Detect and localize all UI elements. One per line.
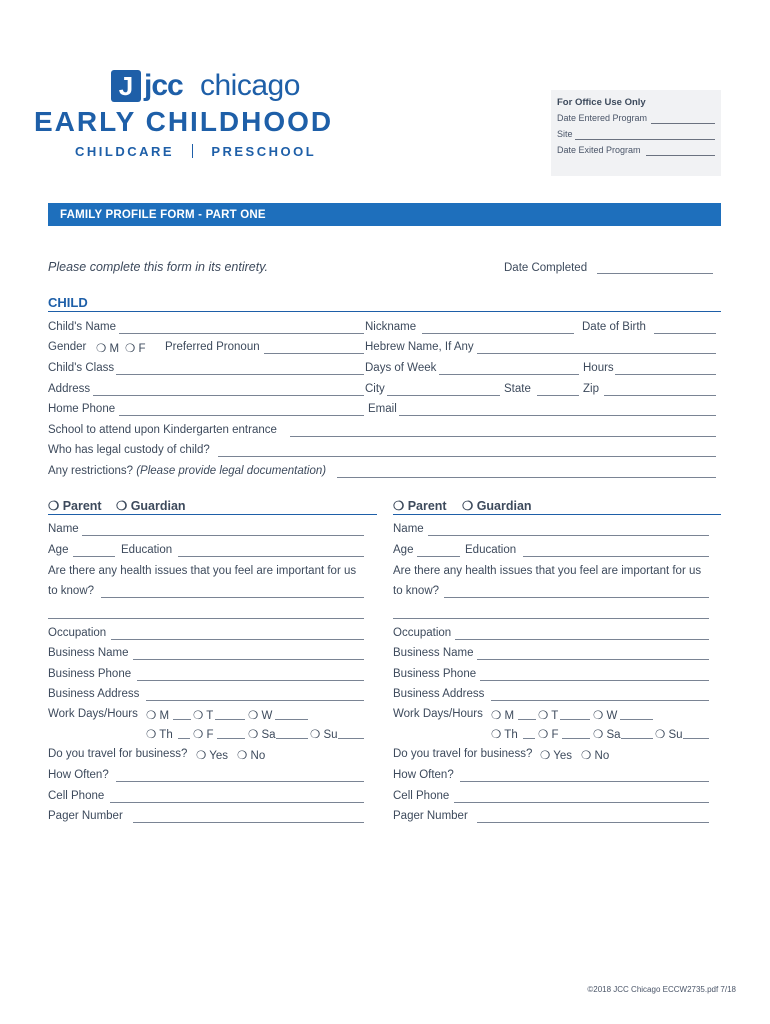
state-field[interactable] <box>537 395 579 396</box>
email-label: Email <box>368 403 397 415</box>
right-day-th-label: Th <box>504 729 518 741</box>
page-title: EARLY CHILDHOOD <box>34 106 334 137</box>
subtitle-divider <box>192 144 193 158</box>
home-phone-field[interactable] <box>119 415 364 416</box>
right-occupation-label: Occupation <box>393 627 452 639</box>
subtitle-preschool: PRESCHOOL <box>211 144 317 159</box>
right-guardian-label: Guardian <box>476 499 532 513</box>
left-pager-label: Pager Number <box>48 810 123 822</box>
office-use-title: For Office Use Only <box>557 97 646 108</box>
right-age-field[interactable] <box>417 556 460 557</box>
zip-label: Zip <box>583 383 599 395</box>
left-cell-phone-field[interactable] <box>110 802 364 803</box>
days-of-week-field[interactable] <box>439 374 579 375</box>
left-guardian-label: Guardian <box>130 499 186 513</box>
office-site-field[interactable] <box>575 139 715 140</box>
left-day-m-field[interactable] <box>173 719 191 720</box>
right-travel-yes[interactable]: ❍ Yes <box>540 750 573 762</box>
left-day-f-field[interactable] <box>217 738 245 739</box>
right-travel-no-label: No <box>594 750 610 762</box>
left-age-label: Age <box>48 544 69 556</box>
right-day-f-field[interactable] <box>562 738 590 739</box>
right-day-sa-label: Sa <box>606 729 621 741</box>
right-day-th-field[interactable] <box>523 738 535 739</box>
date-of-birth-label: Date of Birth <box>582 321 646 333</box>
left-day-w-label: W <box>261 710 273 722</box>
restrictions-label <box>48 465 326 477</box>
left-occupation-label: Occupation <box>48 627 107 639</box>
hours-label: Hours <box>583 362 614 374</box>
left-business-name-label: Business Name <box>48 647 129 659</box>
left-travel-yes-label: Yes <box>209 750 229 762</box>
date-completed-field[interactable] <box>597 273 713 274</box>
left-business-address-label: Business Address <box>48 688 140 700</box>
left-day-sa-label: Sa <box>261 729 276 741</box>
restrictions-field[interactable] <box>337 477 716 478</box>
right-name-field[interactable] <box>428 535 709 536</box>
right-parent-label: Parent <box>407 499 447 513</box>
right-day-t-label: T <box>551 710 559 722</box>
left-day-su-field[interactable] <box>338 738 364 739</box>
office-date-exited-label: Date Exited Program <box>557 145 641 155</box>
left-day-f[interactable]: ❍ F <box>193 729 214 741</box>
hebrew-name-label: Hebrew Name, If Any <box>365 341 474 353</box>
right-business-address-label: Business Address <box>393 688 485 700</box>
left-how-often-field[interactable] <box>116 781 364 782</box>
left-how-often-label: How Often? <box>48 769 109 781</box>
right-how-often-field[interactable] <box>460 781 709 782</box>
right-day-f-label: F <box>551 729 559 741</box>
left-day-su-label: Su <box>323 729 338 741</box>
date-of-birth-field[interactable] <box>654 333 716 334</box>
address-label: Address <box>48 383 91 395</box>
custody-field[interactable] <box>218 456 716 457</box>
left-occupation-field[interactable] <box>111 639 364 640</box>
left-health-question: Are there any health issues that you feel are important for us <box>48 565 357 577</box>
right-parent-option[interactable]: ❍ Parent <box>393 499 447 513</box>
left-day-w-field[interactable] <box>275 719 308 720</box>
left-education-field[interactable] <box>178 556 364 557</box>
right-day-m-field[interactable] <box>518 719 536 720</box>
right-day-su[interactable]: ❍ Su <box>655 729 683 741</box>
right-header-rule <box>393 514 721 515</box>
left-day-th-field[interactable] <box>178 738 190 739</box>
left-business-address-field[interactable] <box>146 700 364 701</box>
custody-label: Who has legal custody of child? <box>48 444 210 456</box>
page-subtitle <box>75 144 316 159</box>
home-phone-label: Home Phone <box>48 403 116 415</box>
office-date-exited-field[interactable] <box>646 155 715 156</box>
city-label: City <box>365 383 385 395</box>
gender-f-option[interactable]: ❍ F <box>125 343 146 355</box>
right-day-t-field[interactable] <box>560 719 590 720</box>
hours-field[interactable] <box>615 374 716 375</box>
left-business-phone-field[interactable] <box>137 680 364 681</box>
childs-class-field[interactable] <box>116 374 364 375</box>
child-section-heading: CHILD <box>48 295 88 310</box>
days-of-week-label: Days of Week <box>365 362 437 374</box>
right-business-address-field[interactable] <box>491 700 709 701</box>
left-education-label: Education <box>121 544 173 556</box>
left-cell-phone-label: Cell Phone <box>48 790 105 802</box>
left-travel-label: Do you travel for business? <box>48 748 188 760</box>
right-education-field[interactable] <box>523 556 709 557</box>
right-travel-label: Do you travel for business? <box>393 748 533 760</box>
subtitle-childcare: CHILDCARE <box>75 144 175 159</box>
right-cell-phone-field[interactable] <box>454 802 709 803</box>
preferred-pronoun-field[interactable] <box>264 353 364 354</box>
office-date-entered-label: Date Entered Program <box>557 113 648 123</box>
left-day-t-field[interactable] <box>215 719 245 720</box>
left-day-t[interactable]: ❍ T <box>193 710 214 722</box>
right-cell-phone-label: Cell Phone <box>393 790 450 802</box>
right-work-days-label: Work Days/Hours <box>393 708 483 720</box>
right-how-often-label: How Often? <box>393 769 454 781</box>
left-travel-no[interactable]: ❍ No <box>237 750 266 762</box>
left-header-rule <box>48 514 377 515</box>
right-day-su-label: Su <box>668 729 683 741</box>
right-business-phone-field[interactable] <box>480 680 709 681</box>
state-label: State <box>504 383 531 395</box>
zip-field[interactable] <box>604 395 716 396</box>
left-parent-label: Parent <box>62 499 102 513</box>
gender-m-option[interactable]: ❍ M <box>96 343 120 355</box>
right-age-label: Age <box>393 544 414 556</box>
left-business-name-field[interactable] <box>133 659 364 660</box>
hebrew-name-field[interactable] <box>477 353 716 354</box>
right-travel-no[interactable]: ❍ No <box>581 750 610 762</box>
left-pager-field[interactable] <box>133 822 364 823</box>
left-business-phone-label: Business Phone <box>48 668 132 680</box>
footer-copyright: ©2018 JCC Chicago ECCW2735.pdf 7/18 <box>587 985 736 994</box>
childs-name-label: Child's Name <box>48 321 117 333</box>
right-day-sa-field[interactable] <box>621 738 653 739</box>
left-day-su[interactable]: ❍ Su <box>310 729 338 741</box>
preferred-pronoun-label: Preferred Pronoun <box>165 341 260 353</box>
left-guardian-option[interactable]: ❍ Guardian <box>116 499 186 513</box>
left-name-field[interactable] <box>82 535 364 536</box>
right-health-field-2[interactable] <box>393 618 709 619</box>
right-name-label: Name <box>393 523 424 535</box>
right-health-question: Are there any health issues that you feel are important for us <box>393 565 702 577</box>
instructions: Please complete this form in its entirety. <box>48 260 268 274</box>
right-pager-label: Pager Number <box>393 810 468 822</box>
gender-label: Gender <box>48 341 87 353</box>
right-business-name-label: Business Name <box>393 647 474 659</box>
right-day-sa[interactable]: ❍ Sa <box>593 729 621 741</box>
left-day-m-label: M <box>159 710 170 722</box>
email-field[interactable] <box>399 415 716 416</box>
left-health-field-2[interactable] <box>48 618 364 619</box>
office-site-label: Site <box>557 129 573 139</box>
right-pager-field[interactable] <box>477 822 709 823</box>
left-travel-no-label: No <box>250 750 266 762</box>
right-business-name-field[interactable] <box>477 659 709 660</box>
office-date-entered-field[interactable] <box>651 123 715 124</box>
right-to-know-label: to know? <box>393 585 440 597</box>
gender-m-label: M <box>109 343 120 355</box>
left-day-th[interactable]: ❍ Th <box>146 729 173 741</box>
left-day-sa[interactable]: ❍ Sa <box>248 729 276 741</box>
right-day-w-label: W <box>606 710 618 722</box>
child-section-rule <box>48 311 721 312</box>
right-day-t[interactable]: ❍ T <box>538 710 559 722</box>
right-day-m[interactable]: ❍ M <box>491 710 515 722</box>
nickname-label: Nickname <box>365 321 417 333</box>
form-banner-title: FAMILY PROFILE FORM - PART ONE <box>60 209 266 221</box>
right-business-phone-label: Business Phone <box>393 668 477 680</box>
date-completed-label: Date Completed <box>504 262 588 274</box>
right-day-w[interactable]: ❍ W <box>593 710 618 722</box>
jcc-logo-mark: J <box>111 70 141 102</box>
right-travel-yes-label: Yes <box>553 750 573 762</box>
right-health-field[interactable] <box>444 597 709 598</box>
right-day-th[interactable]: ❍ Th <box>491 729 518 741</box>
left-age-field[interactable] <box>73 556 115 557</box>
childs-name-field[interactable] <box>119 333 364 334</box>
left-work-days-label: Work Days/Hours <box>48 708 138 720</box>
left-parent-option[interactable]: ❍ Parent <box>48 499 102 513</box>
jcc-logo-text: jcc <box>144 69 183 102</box>
left-day-sa-field[interactable] <box>276 738 308 739</box>
gender-f-label: F <box>138 343 146 355</box>
left-day-th-label: Th <box>159 729 173 741</box>
left-day-f-label: F <box>206 729 214 741</box>
restrictions-note: (Please provide legal documentation) <box>136 465 327 477</box>
school-label: School to attend upon Kindergarten entrance <box>48 424 277 436</box>
right-occupation-field[interactable] <box>455 639 709 640</box>
right-day-m-label: M <box>504 710 515 722</box>
left-health-field[interactable] <box>101 597 364 598</box>
right-day-su-field[interactable] <box>683 738 709 739</box>
left-day-t-label: T <box>206 710 214 722</box>
right-education-label: Education <box>465 544 517 556</box>
right-day-f[interactable]: ❍ F <box>538 729 559 741</box>
childs-class-label: Child's Class <box>48 362 115 374</box>
left-day-m[interactable]: ❍ M <box>146 710 170 722</box>
nickname-field[interactable] <box>422 333 574 334</box>
address-field[interactable] <box>93 395 364 396</box>
chicago-logo-text: chicago <box>200 69 300 102</box>
restrictions-text: Any restrictions? <box>48 465 134 477</box>
city-field[interactable] <box>387 395 500 396</box>
left-to-know-label: to know? <box>48 585 95 597</box>
left-day-w[interactable]: ❍ W <box>248 710 273 722</box>
left-name-label: Name <box>48 523 79 535</box>
right-guardian-option[interactable]: ❍ Guardian <box>462 499 532 513</box>
right-day-w-field[interactable] <box>620 719 653 720</box>
left-travel-yes[interactable]: ❍ Yes <box>196 750 229 762</box>
school-field[interactable] <box>290 436 716 437</box>
